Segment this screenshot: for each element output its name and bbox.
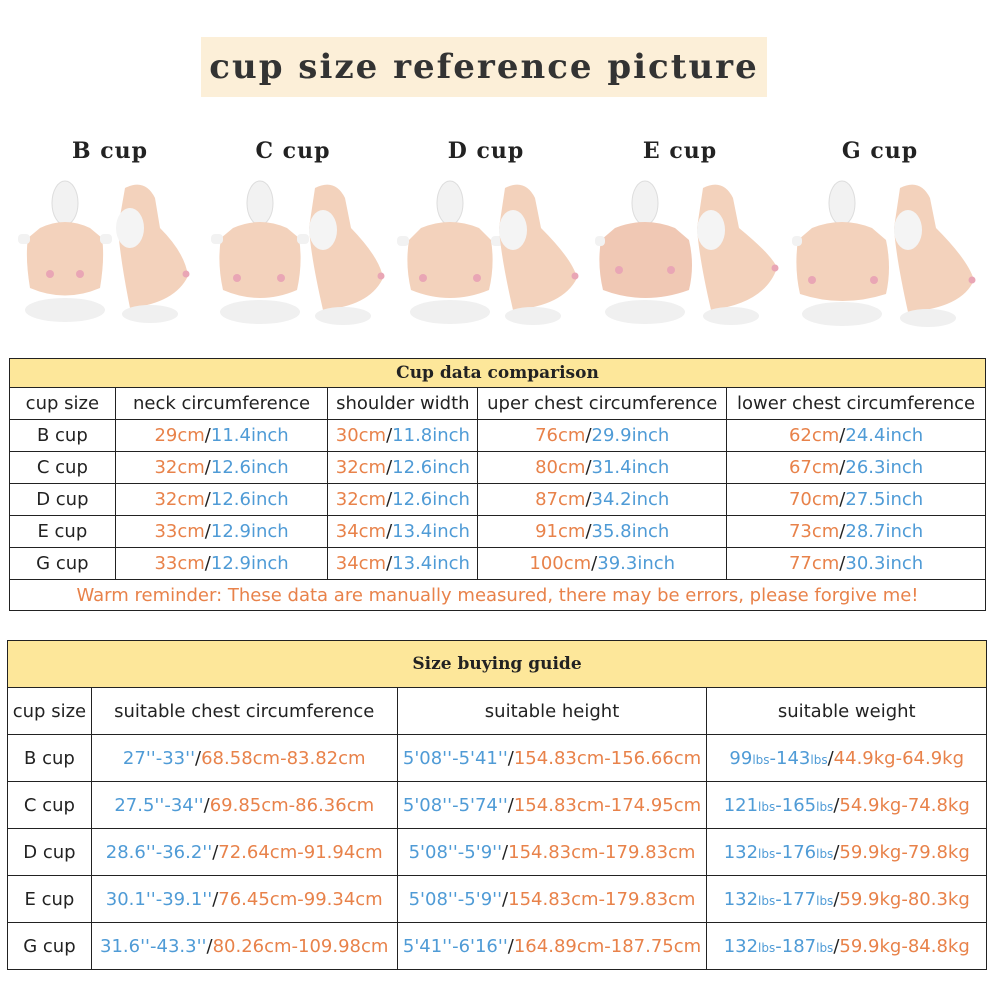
- chest-inch: 27''-33'': [122, 747, 196, 769]
- cup-size: C cup: [23, 794, 75, 816]
- table-cell: [8, 876, 92, 923]
- table-row: [10, 516, 986, 548]
- table-cell: [478, 548, 727, 580]
- cup-size: D cup: [23, 841, 76, 863]
- table-row: [10, 452, 986, 484]
- table-cell: [115, 516, 328, 548]
- weight-kg: 44.9kg-64.9kg: [833, 747, 965, 769]
- table-row: [10, 548, 986, 580]
- separator: /: [507, 794, 514, 816]
- separator: /: [585, 457, 592, 478]
- table-cell: [10, 516, 116, 548]
- weight-lbs-min: 132: [723, 935, 759, 957]
- cup-size: C cup: [36, 457, 88, 478]
- imperial-value: 34.2inch: [591, 489, 670, 510]
- imperial-value: 12.9inch: [210, 553, 289, 574]
- separator: /: [507, 935, 514, 957]
- separator: /: [203, 794, 210, 816]
- weight-lbs-max: 187: [781, 935, 817, 957]
- metric-value: 80cm: [535, 457, 586, 478]
- size-buying-guide-table: [7, 640, 987, 970]
- imperial-value: 26.3inch: [845, 457, 924, 478]
- dash: -: [775, 935, 782, 957]
- table-cell: [707, 735, 987, 782]
- table-cell: [397, 735, 707, 782]
- table-cell: [8, 923, 92, 970]
- separator: /: [839, 425, 846, 446]
- cup-size: G cup: [36, 553, 89, 574]
- table-cell: [115, 484, 328, 516]
- table-cell: [91, 782, 397, 829]
- header-cell: uper chest circumference: [478, 388, 727, 420]
- imperial-value: 27.5inch: [845, 489, 924, 510]
- weight-lbs-min: 132: [723, 888, 759, 910]
- table-cell: [8, 782, 92, 829]
- height-ft: 5'41''-6'16'': [402, 935, 508, 957]
- guide-title: Size buying guide: [8, 641, 987, 688]
- height-cm: 154.83cm-156.66cm: [513, 747, 702, 769]
- metric-value: 87cm: [535, 489, 586, 510]
- table-cell: [707, 829, 987, 876]
- table-cell: [397, 782, 707, 829]
- table-cell: [8, 735, 92, 782]
- dash: -: [775, 888, 782, 910]
- table-row: [8, 876, 987, 923]
- metric-value: 34cm: [335, 521, 387, 542]
- table-row: [8, 735, 987, 782]
- separator: /: [833, 935, 840, 957]
- imperial-value: 13.4inch: [392, 553, 470, 574]
- table-cell: [478, 484, 727, 516]
- metric-value: 77cm: [788, 553, 840, 574]
- metric-value: 73cm: [788, 521, 840, 542]
- separator: /: [827, 747, 834, 769]
- separator: /: [212, 841, 219, 863]
- table-cell: [91, 829, 397, 876]
- table-cell: [727, 516, 986, 548]
- metric-value: 34cm: [335, 553, 387, 574]
- cup-size: G cup: [23, 935, 76, 957]
- cup-label-b: B cup: [71, 138, 149, 164]
- header-cell: suitable height: [397, 688, 707, 735]
- separator: /: [386, 425, 393, 446]
- separator: /: [839, 489, 846, 510]
- table-cell: [115, 548, 328, 580]
- separator: /: [204, 425, 211, 446]
- header-cell: suitable chest circumference: [91, 688, 397, 735]
- table-cell: [707, 876, 987, 923]
- separator: /: [204, 457, 211, 478]
- guide-header-row: [8, 688, 987, 735]
- separator: /: [585, 425, 592, 446]
- separator: /: [386, 521, 393, 542]
- metric-value: 32cm: [154, 457, 205, 478]
- separator: /: [386, 489, 393, 510]
- table-cell: [478, 516, 727, 548]
- separator: /: [386, 457, 393, 478]
- product-image-d-cup: [395, 168, 585, 333]
- table-cell: [328, 516, 478, 548]
- dash: -: [769, 747, 777, 769]
- separator: /: [204, 521, 211, 542]
- page-title: cup size reference picture: [209, 47, 759, 87]
- table-row: [10, 484, 986, 516]
- separator: /: [204, 489, 211, 510]
- metric-value: 32cm: [335, 489, 387, 510]
- table-row: [10, 420, 986, 452]
- height-cm: 154.83cm-179.83cm: [508, 841, 696, 863]
- lbs-unit: lbs: [816, 799, 834, 814]
- comparison-title: Cup data comparison: [10, 359, 986, 388]
- metric-value: 76cm: [535, 425, 586, 446]
- table-cell: [397, 923, 707, 970]
- table-cell: [91, 923, 397, 970]
- lbs-unit: lbs: [758, 940, 776, 955]
- weight-kg: 59.9kg-84.8kg: [839, 935, 970, 957]
- table-cell: [727, 420, 986, 452]
- separator: /: [204, 553, 211, 574]
- height-ft: 5'08''-5'9'': [408, 888, 503, 910]
- table-cell: [91, 876, 397, 923]
- dash: -: [775, 794, 782, 816]
- lbs-unit: lbs: [810, 752, 828, 767]
- header-cell: cup size: [10, 388, 116, 420]
- imperial-value: 13.4inch: [392, 521, 470, 542]
- separator: /: [839, 553, 846, 574]
- imperial-value: 30.3inch: [845, 553, 924, 574]
- separator: /: [212, 888, 219, 910]
- imperial-value: 24.4inch: [845, 425, 924, 446]
- table-cell: [328, 420, 478, 452]
- table-cell: [397, 829, 707, 876]
- chest-cm: 80.26cm-109.98cm: [212, 935, 389, 957]
- header-cell: lower chest circumference: [727, 388, 986, 420]
- separator: /: [502, 888, 509, 910]
- height-ft: 5'08''-5'41'': [402, 747, 508, 769]
- product-image-g-cup: [792, 168, 982, 333]
- imperial-value: 31.4inch: [591, 457, 670, 478]
- header-cell: neck circumference: [115, 388, 328, 420]
- table-cell: [328, 484, 478, 516]
- cup-size: E cup: [37, 521, 88, 542]
- page-banner: [201, 37, 767, 97]
- lbs-unit: lbs: [816, 893, 834, 908]
- separator: /: [585, 521, 592, 542]
- metric-value: 32cm: [335, 457, 387, 478]
- metric-value: 29cm: [154, 425, 205, 446]
- table-cell: [727, 548, 986, 580]
- cup-label-c: C cup: [255, 138, 331, 164]
- separator: /: [206, 935, 213, 957]
- separator: /: [833, 794, 840, 816]
- table-cell: [115, 452, 328, 484]
- lbs-unit: lbs: [758, 799, 776, 814]
- metric-value: 33cm: [154, 553, 205, 574]
- imperial-value: 12.6inch: [210, 489, 289, 510]
- separator: /: [839, 521, 846, 542]
- table-cell: [10, 548, 116, 580]
- chest-inch: 31.6''-43.3'': [100, 935, 207, 957]
- imperial-value: 12.6inch: [210, 457, 289, 478]
- weight-lbs-max: 177: [781, 888, 817, 910]
- table-cell: [10, 452, 116, 484]
- imperial-value: 12.6inch: [392, 457, 470, 478]
- table-row: [8, 923, 987, 970]
- header-cell: suitable weight: [707, 688, 987, 735]
- table-row: [8, 829, 987, 876]
- separator: /: [507, 747, 514, 769]
- table-cell: [707, 782, 987, 829]
- metric-value: 33cm: [154, 521, 205, 542]
- table-cell: [727, 452, 986, 484]
- product-image-c-cup: [205, 168, 395, 333]
- chest-cm: 69.85cm-86.36cm: [209, 794, 375, 816]
- cup-size: E cup: [24, 888, 75, 910]
- separator: /: [502, 841, 509, 863]
- imperial-value: 11.8inch: [392, 425, 470, 446]
- separator: /: [833, 888, 840, 910]
- table-cell: [397, 876, 707, 923]
- comparison-header-row: [10, 388, 986, 420]
- metric-value: 30cm: [335, 425, 387, 446]
- imperial-value: 11.4inch: [210, 425, 289, 446]
- table-cell: [10, 484, 116, 516]
- table-cell: [91, 735, 397, 782]
- weight-kg: 59.9kg-79.8kg: [839, 841, 970, 863]
- lbs-unit: lbs: [752, 752, 770, 767]
- metric-value: 70cm: [788, 489, 840, 510]
- table-cell: [8, 829, 92, 876]
- table-cell: [727, 484, 986, 516]
- imperial-value: 12.9inch: [210, 521, 289, 542]
- lbs-unit: lbs: [758, 846, 776, 861]
- cup-data-comparison-table: [9, 358, 986, 611]
- imperial-value: 29.9inch: [591, 425, 670, 446]
- weight-lbs-min: 99: [729, 747, 753, 769]
- separator: /: [195, 747, 202, 769]
- table-cell: [328, 452, 478, 484]
- weight-lbs-max: 165: [781, 794, 817, 816]
- height-ft: 5'08''-5'9'': [408, 841, 503, 863]
- chest-cm: 72.64cm-91.94cm: [218, 841, 383, 863]
- header-cell: cup size: [8, 688, 92, 735]
- imperial-value: 12.6inch: [392, 489, 470, 510]
- lbs-unit: lbs: [816, 846, 834, 861]
- weight-kg: 54.9kg-74.8kg: [839, 794, 970, 816]
- weight-lbs-max: 176: [781, 841, 817, 863]
- separator: /: [591, 553, 598, 574]
- cup-label-d: D cup: [447, 138, 525, 164]
- warm-reminder: Warm reminder: These data are manually measured, there may be errors, please forgive me!: [10, 580, 986, 611]
- cup-size: D cup: [36, 489, 89, 510]
- chest-cm: 76.45cm-99.34cm: [218, 888, 383, 910]
- weight-lbs-max: 143: [776, 747, 811, 769]
- lbs-unit: lbs: [816, 940, 834, 955]
- cup-size: B cup: [36, 425, 88, 446]
- metric-value: 62cm: [788, 425, 840, 446]
- separator: /: [833, 841, 840, 863]
- metric-value: 91cm: [535, 521, 586, 542]
- chest-cm: 68.58cm-83.82cm: [201, 747, 366, 769]
- chest-inch: 30.1''-39.1'': [105, 888, 213, 910]
- metric-value: 100cm: [529, 553, 592, 574]
- table-cell: [707, 923, 987, 970]
- imperial-value: 39.3inch: [597, 553, 676, 574]
- weight-lbs-min: 132: [723, 841, 759, 863]
- table-cell: [328, 548, 478, 580]
- imperial-value: 35.8inch: [591, 521, 670, 542]
- header-cell: shoulder width: [328, 388, 478, 420]
- height-cm: 154.83cm-174.95cm: [513, 794, 702, 816]
- weight-lbs-min: 121: [723, 794, 759, 816]
- product-image-b-cup: [10, 168, 200, 333]
- weight-kg: 59.9kg-80.3kg: [839, 888, 970, 910]
- cup-size: B cup: [24, 747, 75, 769]
- chest-inch: 27.5''-34'': [114, 794, 204, 816]
- separator: /: [585, 489, 592, 510]
- table-cell: [10, 420, 116, 452]
- separator: /: [839, 457, 846, 478]
- cup-label-g: G cup: [841, 138, 919, 164]
- metric-value: 32cm: [154, 489, 205, 510]
- height-cm: 164.89cm-187.75cm: [513, 935, 702, 957]
- metric-value: 67cm: [788, 457, 840, 478]
- table-row: [8, 782, 987, 829]
- table-cell: [478, 420, 727, 452]
- product-image-e-cup: [595, 168, 785, 333]
- lbs-unit: lbs: [758, 893, 776, 908]
- table-cell: [478, 452, 727, 484]
- chest-inch: 28.6''-36.2'': [105, 841, 213, 863]
- height-cm: 154.83cm-179.83cm: [508, 888, 696, 910]
- dash: -: [775, 841, 782, 863]
- imperial-value: 28.7inch: [845, 521, 924, 542]
- separator: /: [386, 553, 393, 574]
- table-cell: [115, 420, 328, 452]
- cup-label-e: E cup: [642, 138, 718, 164]
- height-ft: 5'08''-5'74'': [402, 794, 508, 816]
